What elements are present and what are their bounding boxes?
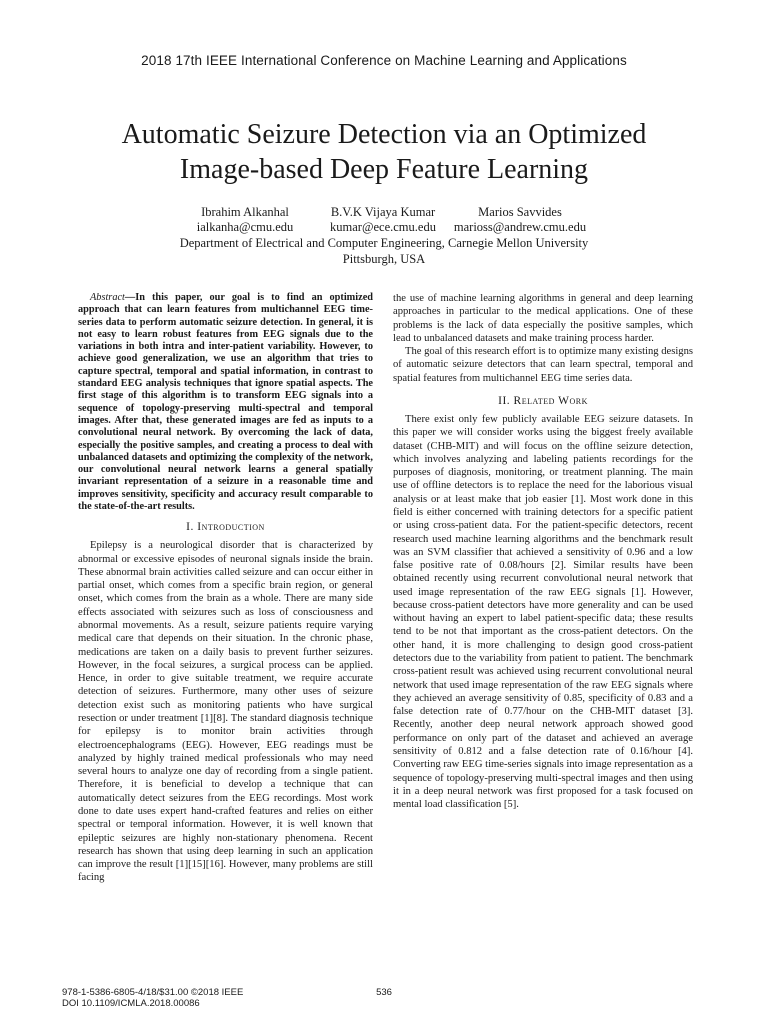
footer-publication-info [62, 987, 243, 1009]
affiliation [0, 235, 768, 267]
right-column [393, 292, 693, 811]
footer-doi: DOI 10.1109/ICMLA.2018.00086 [62, 998, 200, 1009]
intro-paragraph-1: Epilepsy is a neurological disorder that is characterized by abnormal or excessive episodes of neuronal signals inside the brain. These abnormal brain activities called seizure and can occur either in partial onset, which comes from a specific brain region, or general onset, which comes from the brain as a whole. There are many side effects associated with seizures such as loss of consciousness and abnormal movements. As a result, seizure patients require varying medical care that depends on their situation. In the chronic phase, medications are taken on a daily basis to prevent further seizures. However, in the focal seizures, a surgical process can be applied. Hence, in order to give suitable treatment, we require accurate detection of seizures. Furthermore, many other uses of seizure detection exist such as monitoring patients who have surgical resection or under treatment [1][8]. The standard diagnosis technique for epilepsy is to monitor brain activities through electroencephalograms (EEG). However, EEG readings must be analyzed by highly trained medical professionals who may need several hours to analyze one day of recording from a single patient. Therefore, it is beneficial to develop a technique that can automatically detect seizures from the EEG recordings. Most work done to date uses expert hand-crafted features and relies on either spectral or temporal information. However, it is well known that epileptic seizures are highly non-stationary phenomena. Recent research has shown that using deep learning in such an application can improve the result [1][15][16]. However, many problems are still facing [78, 540, 373, 884]
section-number: I. [186, 521, 194, 534]
author-email: kumar@ece.cmu.edu [330, 220, 436, 234]
conference-header: 2018 17th IEEE International Conference on Machine Learning and Applications [141, 53, 627, 68]
affiliation-line-2: Pittsburgh, USA [342, 252, 426, 266]
intro-paragraph-2: The goal of this research effort is to optimize many existing designs of automatic seizure detectors that can learn spectral, temporal and spatial features from multichannel EEG time series data. [393, 346, 693, 384]
abstract-text: —In this paper, our goal is to find an optimized approach that can learn features from multichannel EEG time-series data to perform automatic seizure detection. In general, it is not easy to learn robust features from EEG signals due to the variations in both intra and inter-patient variability. However, to achieve good generalization, we use an algorithm that tries to capture spectral, temporal and spatial information, in contrast to standard EEG analysis techniques that ignore spatial aspects. The first stage of this algorithm is to transform EEG signals into a sequence of topology-preserving multi-spectral and temporal images. After that, these generated images are fed as inputs to a convolutional neural network. By overcoming the lack of data, especially the positive samples, and creating a process to deal with unbalanced datasets and optimizing the complexity of the network, our convolutional neural network learns a general spatially invariant representation of a seizure in a reasonable time and improves sensitivity, specificity and accuracy result comparable to the state-of-the-art results. [78, 292, 373, 513]
author-name: Ibrahim Alkanhal [201, 205, 289, 219]
author-name: B.V.K Vijaya Kumar [330, 205, 436, 219]
section-title: Introduction [197, 521, 265, 534]
author-name: Marios Savvides [478, 205, 562, 219]
author-email: marioss@andrew.cmu.edu [453, 220, 587, 234]
intro-paragraph-1-continued: the use of machine learning algorithms in general and deep learning approaches in particular to the medical applications. One of these problems is the lack of data especially the positive samples, which lead to unbalanced datasets and make training process harder. [393, 293, 693, 344]
paper-title [60, 117, 708, 187]
title-line-1: Automatic Seizure Detection via an Optimized [121, 119, 647, 150]
abstract [78, 292, 373, 513]
page-number: 536 [376, 987, 392, 998]
section-title: Related Work [513, 394, 588, 407]
author-3 [420, 205, 620, 235]
section-number: II. [498, 394, 511, 407]
left-column [78, 292, 373, 885]
related-work-paragraph-1: There exist only few publicly available EEG seizure datasets. In this paper we will consider works using the biggest freely available dataset (CHB-MIT) and will focus on the offline seizure detection, which involves analyzing and labeling patients recordings for the purposes of diagnosis, monitoring, or treatment planning. The main use of offline detectors is to replace the need for the laborious visual analysis or at least make that job easier [1]. Most work done in this field is either concerned with training detectors for a specific patient or using cross-patient data. For the patient-specific detectors, recent research used machine learning algorithms and the benchmark result was an SVM classifier that achieved a sensitivity of 0.96 and a low false positive rate of 0.08/hours [2]. Similar results have been obtained recently using recurrent convolutional neural network that used image representation of the raw EEG signals [1]. However, because cross-patient detectors have more generality and can be used without having an expert to label patient-specific data; these results tend to be not that important as the cross-patient detectors. On the other hand, it is more challenging to design good cross-patient detectors due to the variability from patient to patient. The benchmark cross-patient result was achieved using recurrent convolutional neural network that used image representation of the raw EEG signals where they achieved an average sensitivity of 0.85, specificity of 0.83 and a false detection rate of 0.77/hour on the CHB-MIT dataset [3]. Recently, another deep neural network approach showed good performance on only part of the dataset and achieved an average sensitivity of 0.812 and a false detection rate of 0.16/hour [4]. Converting raw EEG time-series signals into image representation as a sequence of topology-preserving multi-spectral images and then using it in a deep neural network was first proposed for a task focused on mental load classification [5]. [393, 413, 693, 811]
section-heading-introduction [78, 521, 373, 533]
abstract-label: Abstract [90, 292, 125, 303]
footer-isbn: 978-1-5386-6805-4/18/$31.00 ©2018 IEEE [62, 987, 244, 998]
section-heading-related-work [393, 395, 693, 407]
affiliation-line-1: Department of Electrical and Computer Engineering, Carnegie Mellon University [179, 236, 589, 250]
author-email: ialkanha@cmu.edu [196, 220, 294, 234]
title-line-2: Image-based Deep Feature Learning [179, 154, 589, 185]
